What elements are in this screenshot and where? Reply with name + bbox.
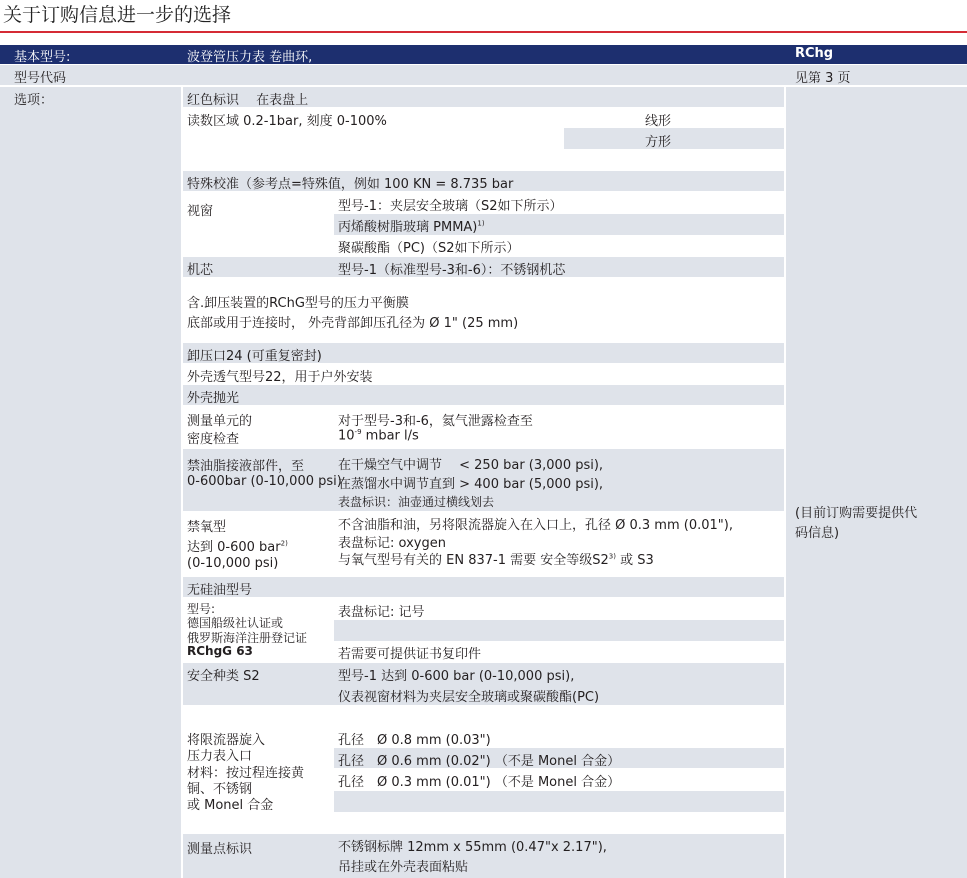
options-label: 选项：	[14, 93, 54, 108]
cert-label-4: RChgG 63	[187, 644, 253, 658]
restrictor-label-4: 铜、不锈钢	[187, 782, 253, 797]
model-code-rchg: RChg	[795, 46, 834, 61]
special-cal-text: 特殊校准（参考点=特殊值，例如 100 KN = 8.735 bar	[187, 177, 514, 192]
row-silicone-free	[183, 577, 784, 597]
cert-label-3: 俄罗斯海洋注册登记证	[187, 631, 308, 645]
red-mark-text: 红色标识 在表盘上	[187, 93, 309, 108]
density-label-1: 测量单元的	[187, 414, 253, 429]
relief-port-text: 卸压口24 (可重复密封)	[187, 349, 322, 364]
restrictor-label-1: 将限流器旋入	[187, 733, 266, 748]
model-code-label: 型号代码	[14, 71, 67, 86]
tag-line-1: 不锈钢标牌 12mm x 55mm (0.47"x 2.17"),	[338, 840, 607, 855]
row-restrictor-blank	[334, 791, 784, 812]
order-note-column	[786, 87, 967, 878]
polish-text: 外壳抛光	[187, 391, 240, 406]
restrictor-option-3: 孔径 Ø 0.3 mm (0.01") （不是 Monel 合金）	[338, 775, 621, 790]
tag-label: 测量点标识	[187, 842, 253, 857]
cert-label-2: 德国船级社认证或	[187, 616, 284, 630]
relief-line-1: 含.卸压装置的RChG型号的压力平衡膜	[187, 296, 409, 311]
cert-label-1: 型号:	[187, 602, 216, 616]
restrictor-option-2: 孔径 Ø 0.6 mm (0.02") （不是 Monel 合金）	[338, 754, 621, 769]
grease-line-2: 在蒸馏水中调节直到 > 400 bar (5,000 psi),	[338, 477, 604, 492]
cert-line-1: 表盘标记: 记号	[338, 605, 425, 620]
restrictor-label-5: 或 Monel 合金	[187, 798, 274, 813]
options-label-column	[0, 87, 181, 878]
relief-line-2: 底部或用于连接时， 外壳背部卸压孔径为 Ø 1" (25 mm)	[187, 316, 519, 331]
s2-line-1: 型号-1 达到 0-600 bar (0-10,000 psi),	[338, 669, 575, 684]
page-title: 关于订购信息进一步的选择	[3, 4, 232, 26]
movement-option-1: 型号-1（标准型号-3和-6）：不锈钢机芯	[338, 263, 566, 278]
silicone-free-text: 无硅油型号	[187, 583, 253, 598]
vent-text: 外壳透气型号22，用于户外安装	[187, 370, 373, 385]
window-option-1: 型号-1：夹层安全玻璃（S2如下所示）	[338, 199, 563, 214]
linear-text: 线形	[645, 114, 672, 129]
square-text: 方形	[645, 135, 672, 150]
window-option-2: 丙烯酸树脂玻璃 PMMA)$^{1)}$	[338, 219, 485, 235]
order-note-line-2: 码信息)	[795, 526, 840, 541]
restrictor-label-2: 压力表入口	[187, 749, 253, 764]
tag-line-2: 吊挂或在外壳表面粘贴	[338, 860, 469, 875]
reading-zone-text: 读数区域 0.2-1bar, 刻度 0-100%	[187, 114, 387, 129]
oxygen-label-3: (0-10,000 psi)	[187, 556, 279, 571]
row-polish	[183, 385, 784, 405]
window-label: 视窗	[187, 204, 214, 219]
restrictor-label-3: 材料：按过程连接黄	[187, 766, 305, 781]
density-line-2: $10^{-9}$ mbar l/s	[338, 428, 419, 444]
s2-label: 安全种类 S2	[187, 669, 260, 684]
grease-line-3: 表盘标识：油壶通过横线划去	[338, 495, 495, 509]
cert-line-2: 若需要可提供证书复印件	[338, 647, 482, 662]
order-note-line-1: (目前订购需要提供代	[795, 506, 918, 521]
oxygen-line-3: 与氧气型号有关的 EN 837-1 需要 安全等级S2$^{3)}$ 或 S3	[338, 552, 654, 568]
oxygen-line-2: 表盘标记: oxygen	[338, 536, 446, 551]
base-model-value: 波登管压力表 卷曲环,	[187, 50, 313, 65]
base-model-label: 基本型号:	[14, 50, 71, 65]
density-label-2: 密度检查	[187, 432, 240, 447]
model-code-value: 见第 3 页	[795, 71, 851, 86]
oxygen-label-2: 达到 0-600 bar$^{2)}$	[187, 539, 288, 555]
row-cert-blank	[334, 620, 784, 641]
restrictor-option-1: 孔径 Ø 0.8 mm (0.03")	[338, 733, 491, 748]
oxygen-label-1: 禁氧型	[187, 520, 227, 535]
density-line-1: 对于型号-3和-6，氦气泄露检查至	[338, 414, 533, 429]
grease-line-1: 在干燥空气中调节 < 250 bar (3,000 psi),	[338, 458, 604, 473]
oxygen-line-1: 不含油脂和油，另将限流器旋入在入口上，孔径 Ø 0.3 mm (0.01"),	[338, 518, 733, 533]
row-square-cell	[564, 128, 784, 149]
movement-label: 机芯	[187, 263, 214, 278]
grease-label-1: 禁油脂接液部件，至	[187, 459, 305, 474]
grease-label-2: 0-600bar (0-10,000 psi)	[187, 474, 342, 489]
window-option-3: 聚碳酸酯（PC)（S2如下所示）	[338, 241, 520, 256]
title-rule	[0, 31, 967, 33]
s2-line-2: 仪表视窗材料为夹层安全玻璃或聚碳酸酯(PC)	[338, 690, 600, 705]
